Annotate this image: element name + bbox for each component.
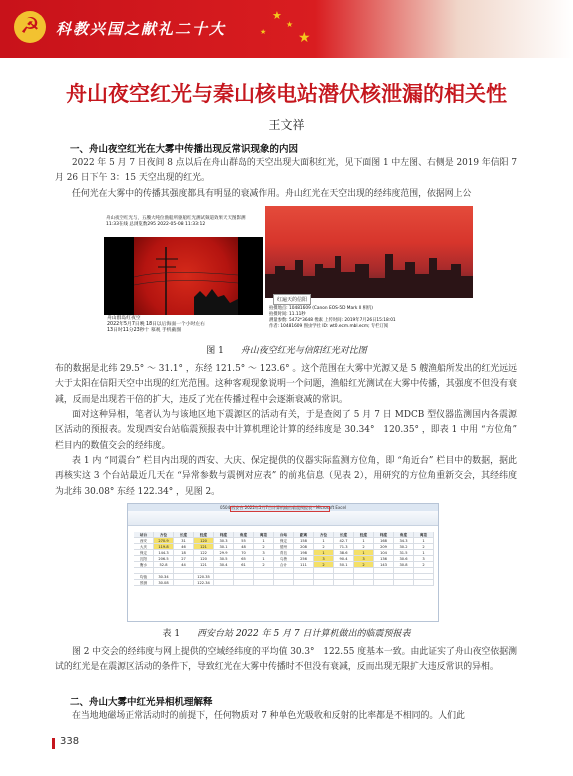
table-cell: 30.4 xyxy=(214,562,234,568)
table-cell xyxy=(214,580,234,586)
table-cell: 1 xyxy=(414,550,434,556)
article-title: 舟山夜空红光与秦山核电站潜伏核泄漏的相关性 xyxy=(66,82,507,106)
table-cell: 经度 xyxy=(354,532,374,538)
figure1-right-tag: 红遍天的信阳 xyxy=(273,294,311,305)
table-cell: 站台 xyxy=(134,532,154,538)
table1-spreadsheet-image xyxy=(127,503,439,622)
table-cell xyxy=(334,580,354,586)
table1-caption xyxy=(0,626,573,639)
table-cell: 保定 xyxy=(134,550,154,556)
spreadsheet-ribbon xyxy=(128,511,438,526)
table-cell: 纬度 xyxy=(374,532,394,538)
table-cell xyxy=(374,580,394,586)
table-cell: 121 xyxy=(194,562,214,568)
table-cell xyxy=(254,580,274,586)
table-cell: 3 xyxy=(254,550,274,556)
table-cell: 70 xyxy=(234,550,254,556)
page-number-marker xyxy=(52,738,55,749)
party-emblem-icon: ☭ xyxy=(14,11,46,43)
title-highlight-box xyxy=(230,506,330,512)
table-cell: 1 xyxy=(354,550,374,556)
table-cell: 距离 xyxy=(294,532,314,538)
paragraph-2: 任何光在大雾中的传播其强度都具有明显的衰减作用。舟山红光在天空出现的经纬度范围，依据网上公 xyxy=(72,189,472,199)
table-cell xyxy=(274,580,294,586)
table-cell: 沈阳 xyxy=(134,556,154,562)
table-cell: 121 xyxy=(194,544,214,550)
table-cell: 143 xyxy=(374,562,394,568)
table-cell: 台站 xyxy=(274,532,294,538)
figure1-left-caption: 舟山群岛红夜空 2022年5月7日晚 18日以后海面一个小时左右 13日时11分23秒十 慕观 手机截图 xyxy=(104,315,263,337)
table-cell: 2 xyxy=(254,544,274,550)
figure1-left-image xyxy=(104,215,263,337)
table-cell: 离差 xyxy=(414,532,434,538)
table-cell: 2 xyxy=(354,562,374,568)
table-cell: 方位 xyxy=(154,532,174,538)
table-cell: 3 xyxy=(354,556,374,562)
table-cell: 衡水 xyxy=(134,562,154,568)
star-icon: ★ xyxy=(272,9,282,22)
table-cell: 52.8 xyxy=(154,562,174,568)
table-cell: 144.3 xyxy=(154,550,174,556)
table-cell: 2 xyxy=(254,562,274,568)
table-cell xyxy=(234,580,254,586)
table-cell: 2 xyxy=(314,562,334,568)
table-cell: 均值 xyxy=(134,574,154,580)
table-cell: 30.5 xyxy=(214,556,234,562)
table-cell: 31.5 xyxy=(394,550,414,556)
table-cell: 71.3 xyxy=(334,544,354,550)
table-cell: 离差 xyxy=(254,532,274,538)
table-cell: 角度 xyxy=(394,532,414,538)
spreadsheet-title-bar: 0504 西安台 2022年5月7日计算机输出临震预报表 - Microsoft Excel xyxy=(128,504,438,511)
table-cell: 30.6 xyxy=(394,556,414,562)
table-cell: 119.8 xyxy=(154,544,174,550)
table-cell: 2 xyxy=(414,544,434,550)
table-cell: 270.9 xyxy=(154,538,174,544)
table-cell: 122.34 xyxy=(194,580,214,586)
paragraph-1: 2022 年 5 月 7 日夜间 8 点以后在舟山群岛的天空出现大面积红光，见下面图 1 中左图、右侧是 2019 年信阳 7 月 26 日下午 3：15 天空出现的红光。 xyxy=(55,158,517,184)
table-cell: 27 xyxy=(174,556,194,562)
table-cell: 1 xyxy=(254,538,274,544)
table-cell: 保定 xyxy=(274,538,294,544)
table-cell: 122 xyxy=(194,550,214,556)
table-cell: 预测 xyxy=(134,580,154,586)
table-cell: 136 xyxy=(374,556,394,562)
table-cell: 乌鲁 xyxy=(274,556,294,562)
star-icon: ★ xyxy=(298,30,311,46)
table-cell: 2 xyxy=(354,544,374,550)
star-icon: ★ xyxy=(286,20,294,29)
table-cell: 120 xyxy=(194,556,214,562)
table-cell: 德州 xyxy=(274,544,294,550)
paragraph-7: 在当地地磁场正常活动时的前提下，任何物质对 7 种单色光吸收和反射的比率都是不相同的。人们此 xyxy=(72,711,465,721)
table-cell: 经度 xyxy=(194,532,214,538)
table-cell: 30.08 xyxy=(154,580,174,586)
figure1-caption-text: 舟山夜空红光与信阳红光对比图 xyxy=(240,346,367,356)
table-cell: 111 xyxy=(294,562,314,568)
table-cell: 1 xyxy=(354,538,374,544)
table-cell: 44 xyxy=(174,562,194,568)
table1-caption-text: 西安台站 2022 年 5 月 7 日计算机做出的临震预报表 xyxy=(196,629,411,639)
table-cell: 55 xyxy=(234,538,254,544)
article-author: 王文祥 xyxy=(268,118,305,132)
city-skyline xyxy=(265,206,473,298)
table-cell: 198 xyxy=(294,550,314,556)
paragraph-5: 表 1 内 “同震台” 栏目内出现的西安、大庆、保定提供的仪器实际监测方位角，即 “角近台” 栏目中的数据，据此再核实这 3 个台站最近几天在 “异常参数与震例对应表” 的前兆信息（见表 2），用研究的方位角重新交会，其经纬度为北纬 30.08° 东经 122.34° ，见图 2。 xyxy=(55,456,517,497)
table-cell: 168 xyxy=(374,538,394,544)
red-sky-photo xyxy=(134,237,238,315)
table-cell xyxy=(414,580,434,586)
figure1-caption xyxy=(0,343,573,356)
table-cell: 42.7 xyxy=(334,538,354,544)
table-cell: 50.1 xyxy=(334,562,354,568)
table-cell: 38.6 xyxy=(334,550,354,556)
spreadsheet-grid xyxy=(134,532,434,586)
table-cell: 1 xyxy=(314,538,334,544)
table-cell: 2 xyxy=(314,544,334,550)
table-cell: 158 xyxy=(294,538,314,544)
table-cell xyxy=(354,580,374,586)
banner-title: 科教兴国之献礼二十大 xyxy=(56,20,227,38)
table-cell: 30.34 xyxy=(154,574,174,580)
table-cell xyxy=(174,580,194,586)
table-cell: 西安 xyxy=(134,538,154,544)
table-cell: 104 xyxy=(374,550,394,556)
table-cell: 30.3 xyxy=(214,538,234,544)
power-pole-silhouette xyxy=(134,237,238,315)
table-cell: 208 xyxy=(294,544,314,550)
table-cell xyxy=(294,580,314,586)
table-cell: 209 xyxy=(374,544,394,550)
table-cell: 206.5 xyxy=(154,556,174,562)
paragraph-4: 面对这种异相，笔者认为与该地区地下震源区的活动有关，于是查阅了 5 月 7 日 MDCB 型仪器监测国内各震源区活动的预报表。发现西安台站临震预报表中计算机理论计算的经纬度是 30.34° 120.35° ，即表 1 中用 “方位角” 栏目内的数值交会的经纬度。 xyxy=(55,410,517,451)
table-cell: 3 xyxy=(314,556,334,562)
table-cell: 角度 xyxy=(234,532,254,538)
figure1-left-header: 舟山夜空红光与，五艘大吨位渔船所驱船红光测试频道效果天天图影测 11:33在线 总浏览数295 2022-05-08 11:33:12 xyxy=(104,215,263,237)
table-cell: 29.9 xyxy=(214,550,234,556)
table-cell: 61 xyxy=(234,562,254,568)
table-cell: 1 xyxy=(254,556,274,562)
table-cell: 30.1 xyxy=(214,544,234,550)
page-number: 338 xyxy=(60,736,80,747)
table-cell: 256 xyxy=(294,556,314,562)
table-cell: 纬度 xyxy=(214,532,234,538)
table-cell: 30.2 xyxy=(394,544,414,550)
star-icon: ★ xyxy=(260,28,267,36)
figure1-number: 图 1 xyxy=(206,346,224,356)
figure1-right-metadata: 拍摄地点: 10481609 (Canon EOS-5D Mark II 相机) 拍摄时间: 11.11秒 测量参数: 5472*3648 像素 上传时间: 2019年7月26日15:18:01 作者: 10481609 图虫学社 ID: wt0.ecm.mbl.ecm; 专栏订阅 xyxy=(269,306,396,329)
table-cell: 3 xyxy=(414,556,434,562)
table-cell: 大庆 xyxy=(134,544,154,550)
table-cell: 1 xyxy=(314,550,334,556)
header-banner xyxy=(0,0,573,58)
table-cell: 1 xyxy=(414,538,434,544)
figure1-right-image xyxy=(265,206,473,335)
table-cell: 合计 xyxy=(274,562,294,568)
table1-number: 表 1 xyxy=(162,629,181,639)
table-cell: 48 xyxy=(234,544,254,550)
table-row xyxy=(134,580,434,586)
table-cell xyxy=(394,580,414,586)
table-cell: 90.4 xyxy=(334,556,354,562)
red-sky-city-photo xyxy=(265,206,473,298)
section-heading-1: 一、舟山夜空红光在大雾中传播出现反常识现象的内因 xyxy=(70,144,299,155)
table-cell: 120 xyxy=(194,538,214,544)
paragraph-6: 图 2 中交会的经纬度与网上提供的空域经纬度的平均值 30.3° 122.55 度基本一致。由此证实了舟山夜空依据测试的红光是在震源区活动的条件下，导致红光在大雾中传播时不但没有衰减，反而出现无限扩大违反常识的异相。 xyxy=(55,647,517,673)
table-cell: 长度 xyxy=(334,532,354,538)
table-cell: 长度 xyxy=(174,532,194,538)
table-cell: 120.35 xyxy=(194,574,214,580)
table-cell: 46 xyxy=(174,544,194,550)
table-cell: 30.8 xyxy=(394,562,414,568)
table-cell: 2 xyxy=(414,562,434,568)
paragraph-3: 布的数据是北纬 29.5° ～ 31.1° ，东经 121.5° ～ 123.6° 。这个范围在大雾中光源又是 5 艘渔船所发出的红光远远大于太阳在信阳天空中出现的红光范围。这种客观现象说明一个问题，渔船红光测试在大雾中传播，其强度不但没有衰减，反而是出现若干倍的扩大，违反了光在传播过程中会逐渐衰减的常识。 xyxy=(55,364,517,405)
table-cell: 青岛 xyxy=(274,550,294,556)
table-cell: 31 xyxy=(174,538,194,544)
section-heading-2: 二、舟山大雾中红光异相机理解释 xyxy=(70,697,213,708)
table-cell: 34.3 xyxy=(394,538,414,544)
table-cell xyxy=(314,580,334,586)
table-cell: 方位 xyxy=(314,532,334,538)
table-cell: 18 xyxy=(174,550,194,556)
table-cell: 65 xyxy=(234,556,254,562)
